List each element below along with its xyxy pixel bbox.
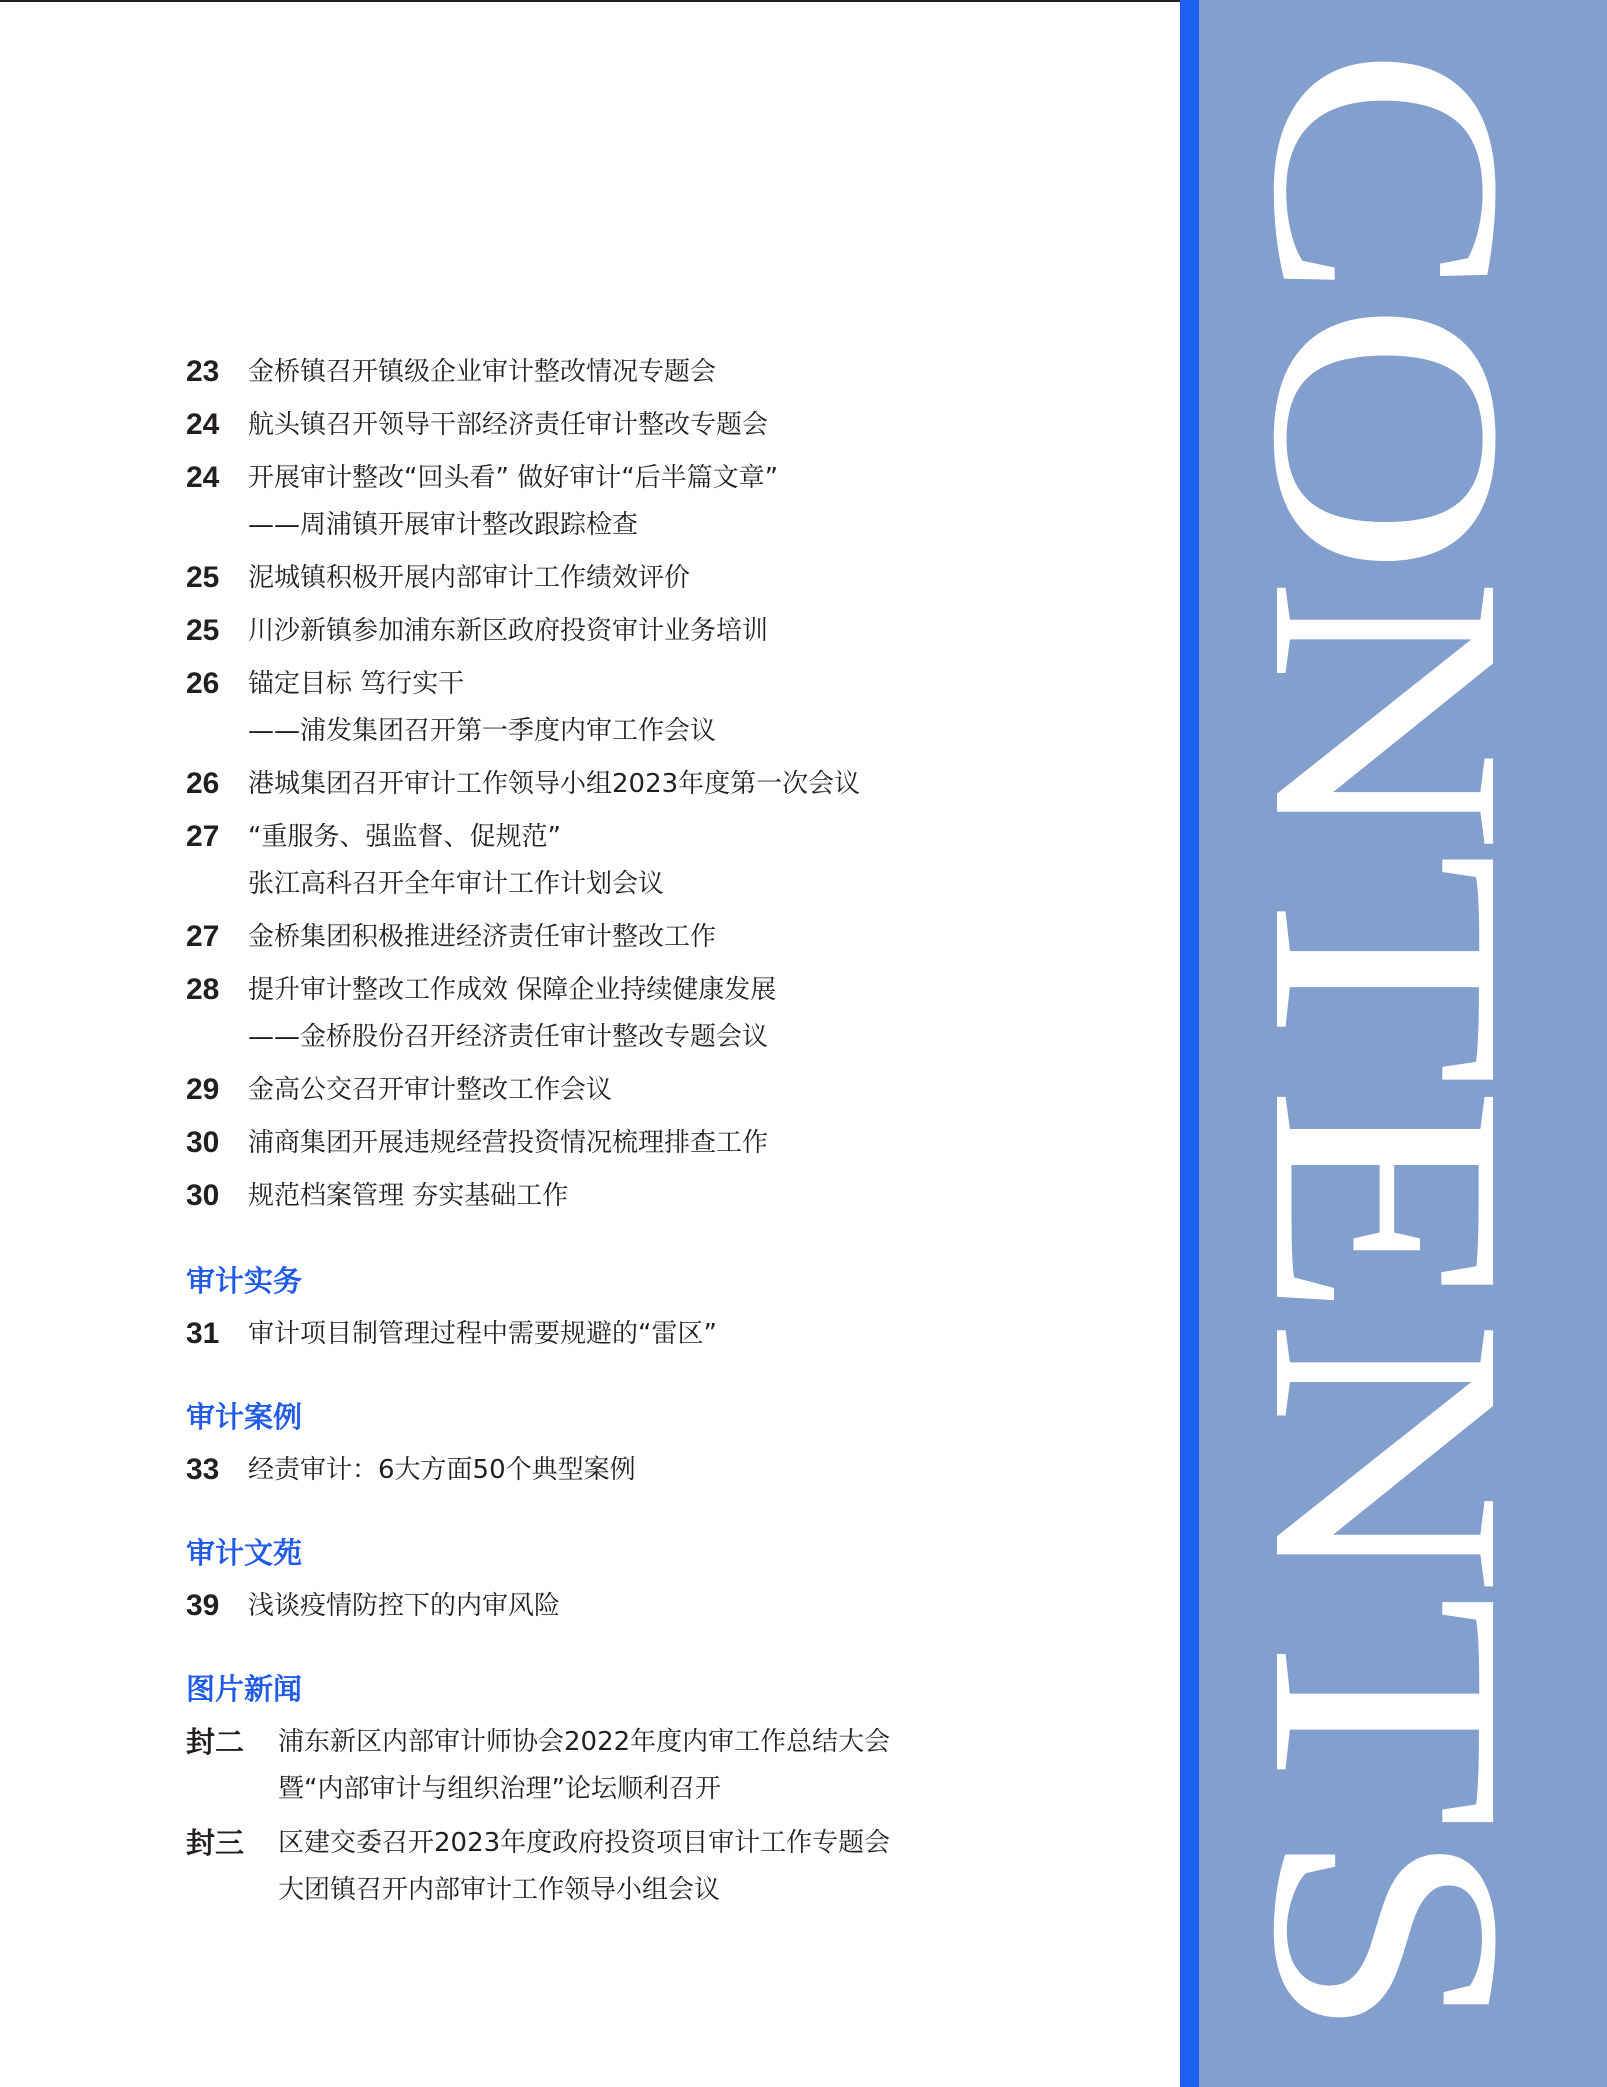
toc-entry-title: 开展审计整改“回头看” 做好审计“后半篇文章” bbox=[248, 463, 779, 493]
toc-page-number: 33 bbox=[186, 1453, 220, 1486]
toc-entry-subtitle: ——浦发集团召开第一季度内审工作会议 bbox=[248, 716, 717, 746]
toc-entry-title: 提升审计整改工作成效 保障企业持续健康发展 bbox=[248, 975, 777, 1005]
toc-page-number: 30 bbox=[186, 1179, 220, 1212]
toc-page-number: 30 bbox=[186, 1126, 220, 1159]
contents-title-text: CONTENTS bbox=[1205, 46, 1570, 1770]
toc-entry-title: 金桥镇召开镇级企业审计整改情况专题会 bbox=[248, 357, 717, 387]
toc-entry-title: “重服务、强监督、促规范” bbox=[248, 822, 561, 852]
toc-entry-title: 航头镇召开领导干部经济责任审计整改专题会 bbox=[248, 410, 769, 440]
toc-entry-title: 锚定目标 笃行实干 bbox=[248, 669, 465, 699]
toc-page-number: 23 bbox=[186, 355, 220, 388]
toc-page-number: 26 bbox=[186, 667, 220, 700]
side-accent-strip bbox=[1180, 0, 1199, 2087]
toc-page-number: 25 bbox=[186, 561, 220, 594]
section-heading: 审计文苑 bbox=[186, 1536, 303, 1570]
toc-entry-title: 金桥集团积极推进经济责任审计整改工作 bbox=[248, 922, 717, 952]
toc-page-number: 27 bbox=[186, 820, 220, 853]
toc-entry-title: 经责审计：6大方面50个典型案例 bbox=[248, 1455, 636, 1485]
toc-entry-title: 规范档案管理 夯实基础工作 bbox=[248, 1181, 569, 1211]
toc-entry-title: 金高公交召开审计整改工作会议 bbox=[248, 1075, 613, 1105]
toc-page-number: 封二 bbox=[186, 1725, 245, 1759]
toc-page-number: 26 bbox=[186, 767, 220, 800]
toc-page-number: 封三 bbox=[186, 1826, 245, 1860]
toc-page-number: 24 bbox=[186, 408, 220, 441]
toc-entry-title: 川沙新镇参加浦东新区政府投资审计业务培训 bbox=[248, 616, 769, 646]
toc-page-number: 39 bbox=[186, 1589, 220, 1622]
section-heading: 审计案例 bbox=[186, 1400, 303, 1434]
top-rule bbox=[0, 0, 1180, 2]
toc-entry-title: 审计项目制管理过程中需要规避的“雷区” bbox=[248, 1319, 717, 1349]
toc-entry-title: 泥城镇积极开展内部审计工作绩效评价 bbox=[248, 563, 691, 593]
section-heading: 审计实务 bbox=[186, 1264, 303, 1298]
contents-vertical-title bbox=[1199, 0, 1607, 2087]
toc-page-number: 27 bbox=[186, 920, 220, 953]
section-heading: 图片新闻 bbox=[186, 1672, 303, 1706]
toc-entry-subtitle: ——周浦镇开展审计整改跟踪检查 bbox=[248, 510, 639, 540]
contents-side-panel bbox=[1199, 0, 1607, 2087]
toc-entry-subtitle: ——金桥股份召开经济责任审计整改专题会议 bbox=[248, 1022, 769, 1052]
toc-entry-subtitle: 大团镇召开内部审计工作领导小组会议 bbox=[278, 1875, 721, 1905]
toc-entry-subtitle: 暨“内部审计与组织治理”论坛顺利召开 bbox=[278, 1774, 721, 1804]
toc-page-number: 31 bbox=[186, 1317, 220, 1350]
toc-entry-subtitle: 张江高科召开全年审计工作计划会议 bbox=[248, 869, 665, 899]
toc-page-number: 29 bbox=[186, 1073, 220, 1106]
toc-entry-title: 浦商集团开展违规经营投资情况梳理排查工作 bbox=[248, 1128, 769, 1158]
toc-entry-title: 浅谈疫情防控下的内审风险 bbox=[248, 1591, 561, 1621]
toc-entry-title: 港城集团召开审计工作领导小组2023年度第一次会议 bbox=[248, 769, 861, 799]
toc-page-number: 25 bbox=[186, 614, 220, 647]
toc-page-number: 24 bbox=[186, 461, 220, 494]
toc-page-number: 28 bbox=[186, 973, 220, 1006]
toc-entry-title: 浦东新区内部审计师协会2022年度内审工作总结大会 bbox=[278, 1727, 891, 1757]
toc-entry-title: 区建交委召开2023年度政府投资项目审计工作专题会 bbox=[278, 1828, 891, 1858]
